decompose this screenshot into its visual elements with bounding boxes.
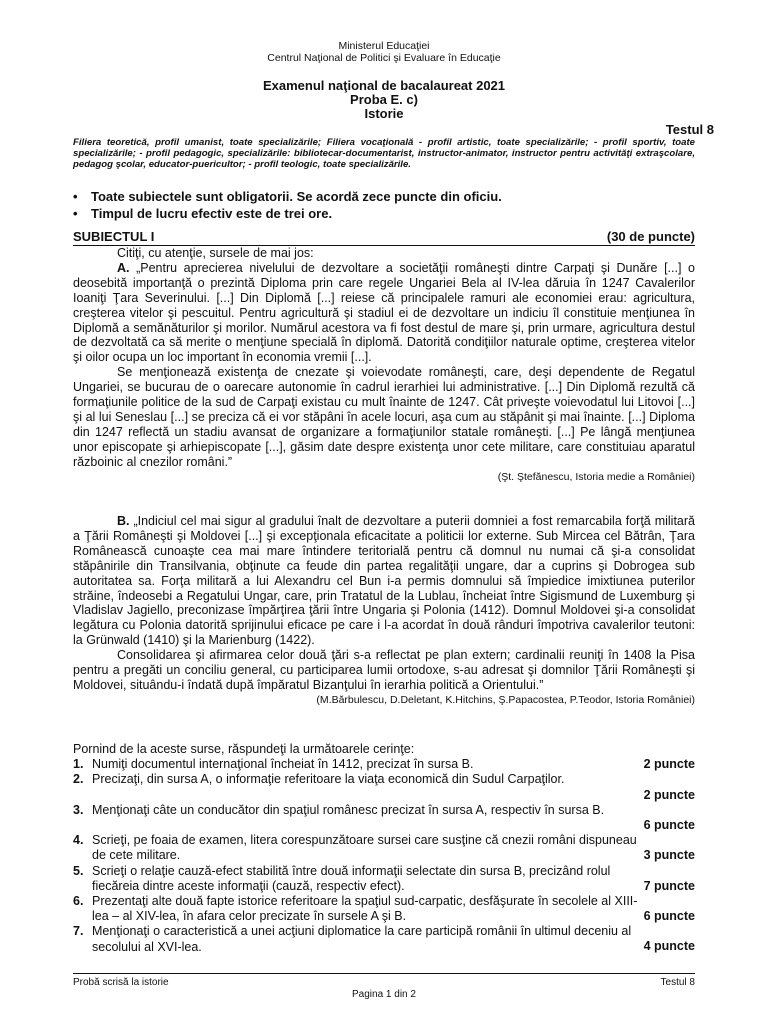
question-points: 6 puncte [643, 818, 695, 833]
instruction-item: • Toate subiectele sunt obligatorii. Se acordă zece puncte din oficiu. [73, 188, 695, 205]
question-text: Menţionaţi câte un conducător din spaţiul românesc precizat în sursa A, respectiv în sursa B. [92, 802, 605, 817]
question-item [73, 894, 695, 924]
source-b-text-1: „Indiciul cel mai sigur al gradului înalt de dezvoltare a puterii domniei a fost remarcabila forţă militară a Ţării Româneşti şi Moldovei [...] şi excepţionala eficacitate a politicii lor externe. Sub Mircea cel Bătrân, Ţara Românească cunoaşte cea mai mare întindere teritorială pentru că domnul nu numai că şi-a consolidat stăpânirile din Transilvania, obţinute ca feude din partea regalităţii ungare, dar a cuprins şi Dobrogea sub autoritatea sa. Forţa militară a lui Alexandru cel Bun i-a permis domnului să împiedice imixtiunea puterilor străine, îndeosebi a Regatului Ungar, care, prin Tratatul de la Lublau, încheiat între Sigismund de Luxemburg şi Vladislav Jagiello, preconizase împărţirea ţării între Ungaria şi Polonia (1412). Domnul Moldovei şi-a consolidat legătura cu Polonia datorită sprijinului eficace pe care i l-a acordat în două rânduri împotriva cavalerilor teutoni: la Grünwald (1410) şi la Marienburg (1422). [73, 514, 695, 648]
question-item [73, 833, 695, 863]
question-points: 3 puncte [643, 848, 695, 863]
footer [73, 977, 695, 988]
center-name: Centrul Naţional de Politici şi Evaluare în Educaţie [267, 52, 501, 64]
page-number: Pagina 1 din 2 [352, 989, 416, 1000]
question-item [73, 864, 695, 894]
question-points: 6 puncte [643, 909, 695, 924]
question-points: 2 puncte [643, 757, 695, 772]
question-points: 7 puncte [643, 878, 695, 893]
filiera-description: Filiera teoretică, profil umanist, toate specializările; Filiera vocaţională - profil artistic, toate specializările; - profil sportiv, toate specializările; - profil pedagogic, specializările: bibliotecar-documentarist, instructor-animator, instructor pentru activităţi extraşcolare, pedagog şcolar, educator-puericultor; - profil teologic, toate specializările. [73, 137, 695, 171]
source-b-block [73, 514, 695, 708]
question-text: Numiţi documentul internaţional încheiat în 1412, precizat în sursa B. [92, 757, 474, 772]
subject-title: SUBIECTUL I [73, 229, 155, 244]
subject-heading [73, 229, 695, 244]
question-text: Scrieţi, pe foaia de examen, litera corespunzătoare sursei care susţine că cnezii români dispuneau de cete militare. [92, 833, 637, 863]
footer-left: Probă scrisă la istorie [73, 977, 169, 988]
question-points: 2 puncte [643, 787, 695, 802]
question-text: Precizaţi, din sursa A, o informaţie referitoare la viaţa economică din Sudul Carpaţilor. [92, 772, 565, 787]
questions-block [73, 742, 695, 955]
instruction-item: • Timpul de lucru efectiv este de trei ore. [73, 205, 695, 222]
question-item [73, 803, 695, 833]
source-b-label: B. [117, 514, 130, 528]
source-a-label: A. [117, 260, 130, 275]
exam-subject: Istorie [364, 106, 404, 121]
question-number: 6. [73, 894, 84, 909]
sources-block [73, 246, 695, 485]
question-number: 2. [73, 772, 84, 787]
question-text: Menţionaţi o caracteristică a unei acţiuni diplomatice la care participă românii în ultimul deceniu al secolului al XVI-lea. [92, 924, 632, 954]
questions-intro: Pornind de la aceste surse, răspundeţi la următoarele cerinţe: [73, 742, 415, 756]
question-item [73, 757, 695, 772]
footer-divider [73, 973, 695, 974]
source-b-paragraph-2: Consolidarea şi afirmarea celor două ţări s-a reflectat pe plan extern; cardinalii reuniţi în 1408 la Pisa pentru a pregăti un conciliu general, cu participarea lumii ortodoxe, s-au adresat şi domnilor Ţării Româneşti şi Moldovei, situându-i îndată după împăratul Bizanţului în ierarhia politică a Orientului.” [73, 648, 695, 692]
question-number: 3. [73, 802, 84, 817]
question-number: 7. [73, 924, 84, 939]
sources-intro: Citiţi, cu atenţie, sursele de mai jos: [117, 246, 314, 260]
question-number: 5. [73, 863, 84, 878]
question-text: Prezentaţi alte două fapte istorice referitoare la spaţiul sud-carpatic, desfăşurate în secolele al XIII-lea – al XIV-lea, în afara celor precizate în sursele A şi B. [92, 894, 638, 924]
question-points: 4 puncte [643, 939, 695, 954]
question-item [73, 924, 695, 954]
question-number: 4. [73, 833, 84, 848]
exam-proba: Proba E. c) [350, 92, 418, 107]
question-item [73, 772, 695, 802]
source-a-text-1: „Pentru aprecierea nivelului de dezvoltare a societăţii româneşti dintre Carpaţi şi Dunăre [...] o deosebită importanţă o prezintă Diploma prin care regele Ungariei Bela al IV-lea dăruia în 1247 Cavalerilor Ioaniţi Ţara Severinului. [...] Din Diplomă [...] reiese că principalele ramuri ale economiei erau: agricultura, creşterea vitelor şi pescuitul. Pentru agricultură şi stadiul ei de dezvoltare un indiciu îl constituie menţiunea în Diplomă a semănăturilor şi morilor. Numărul acestora va fi fost destul de mare şi, prin urmare, agricultura destul de dezvoltată ca să merite o menţiune specială în diplomă. Datorită condiţiilor naturale optime, creşterea vitelor şi oilor ocupa un loc important în economia vremii [...]. [73, 260, 695, 365]
source-a-paragraph-1 [73, 261, 695, 365]
ministry-name: Ministerul Educaţiei [338, 40, 430, 52]
instructions-list [73, 188, 695, 222]
question-text: Scrieţi o relaţie cauză-efect stabilită între două informaţii selectate din sursa B, precizând rolul fiecăreia dintre aceste informaţii (cauză, respectiv efect). [92, 863, 611, 893]
exam-title: Examenul naţional de bacalaureat 2021 [262, 78, 506, 93]
source-b-citation: (M.Bărbulescu, D.Deletant, K.Hitchins, Ş.Papacostea, P.Teodor, Istoria României) [316, 693, 695, 706]
footer-right: Testul 8 [660, 977, 695, 988]
source-a-paragraph-2: Se menţionează existenţa de cnezate şi voievodate româneşti, care, deşi dependente de Regatul Ungariei, se bucurau de o oarecare autonomie în cadrul ierarhiei lui administrative. [...] Din Diplomă rezultă că formaţiunile politice de la sud de Carpaţi existau cu mult înainte de 1247. Cât priveşte voievodatul lui Litovoi [...] şi al lui Seneslau [...] se preciza că ei vor stăpâni în acele locuri, aşa cum au stăpânit şi mai înainte. [...] Diploma din 1247 reflectă un stadiu avansat de organizare a formaţiunilor statale româneşti. [...] Pe lângă menţiunea unor episcopate şi arhiepiscopate [...], găsim date despre existenţa unor cete militare, care constituiau aparatul războinic al cnezilor români.” [73, 365, 695, 469]
test-number: Testul 8 [665, 122, 714, 137]
subject-points: (30 de puncte) [606, 229, 695, 244]
question-number: 1. [73, 757, 84, 772]
source-a-citation: (Şt. Ştefănescu, Istoria medie a României) [497, 470, 695, 483]
source-b-paragraph-1 [73, 514, 695, 648]
